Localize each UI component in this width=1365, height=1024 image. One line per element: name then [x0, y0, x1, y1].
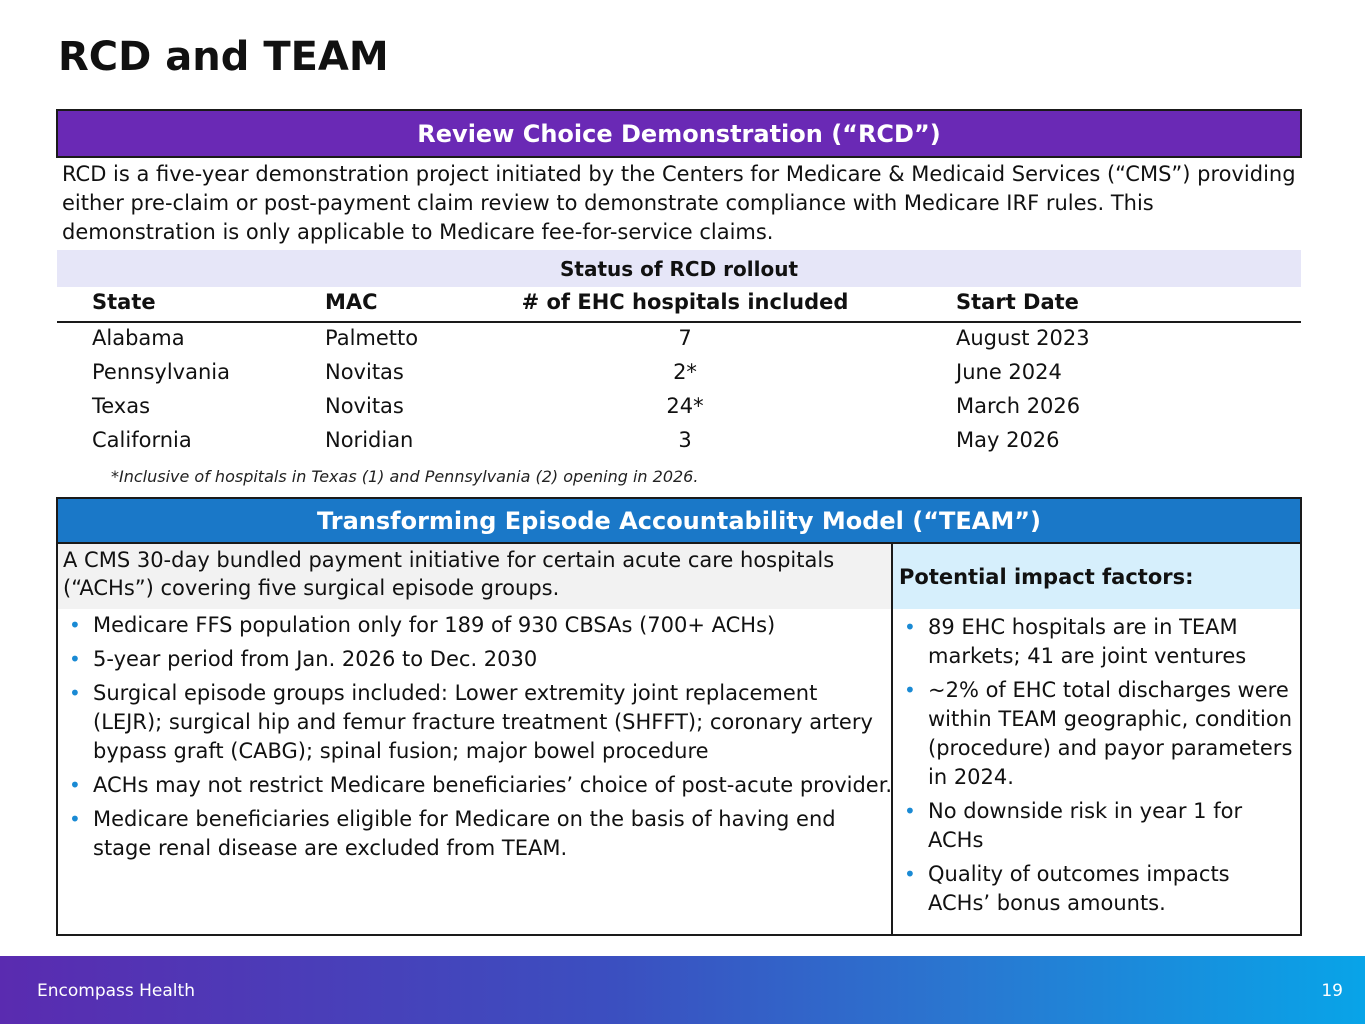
- list-item-text: Quality of outcomes impacts ACHs’ bonus amounts.: [928, 862, 1230, 915]
- list-item-text: No downside risk in year 1 for ACHs: [928, 799, 1243, 852]
- list-item: [63, 679, 893, 766]
- bullet-icon: •: [69, 807, 81, 831]
- rcd-section-header: Review Choice Demonstration (“RCD”): [56, 109, 1302, 158]
- footer-bar: [0, 956, 1365, 1024]
- bullet-icon: •: [904, 678, 916, 702]
- column-header-hospitals: # of EHC hospitals included: [521, 290, 849, 314]
- cell-hospitals: 24*: [666, 394, 704, 418]
- cell-mac: Novitas: [325, 394, 404, 418]
- list-item-text: Medicare beneficiaries eligible for Medicare on the basis of having end stage renal disease are excluded from TEAM.: [93, 807, 836, 860]
- cell-state: California: [92, 428, 192, 452]
- cell-mac: Novitas: [325, 360, 404, 384]
- team-intro: A CMS 30-day bundled payment initiative for certain acute care hospitals (“ACHs”) covering five surgical episode groups.: [58, 544, 892, 609]
- table-row: [57, 357, 1301, 391]
- team-details-list: [63, 611, 893, 868]
- list-item: [63, 645, 893, 674]
- list-item-text: Surgical episode groups included: Lower extremity joint replacement (LEJR); surgical hip and femur fracture treatment (SHFFT); coronary artery bypass graft (CABG); spinal fusion; major bowel procedure: [93, 681, 873, 763]
- cell-state: Alabama: [92, 326, 185, 350]
- column-header-mac: MAC: [325, 290, 378, 314]
- rcd-rollout-table: [57, 287, 1301, 459]
- cell-start-date: March 2026: [956, 394, 1081, 418]
- rcd-status-title: Status of RCD rollout: [57, 250, 1301, 287]
- bullet-icon: •: [904, 862, 916, 886]
- list-item: [898, 860, 1298, 918]
- list-item-text: ACHs may not restrict Medicare beneficiaries’ choice of post-acute provider.: [93, 773, 893, 797]
- impact-factors-list: [898, 613, 1298, 923]
- cell-start-date: May 2026: [956, 428, 1060, 452]
- table-row: [57, 425, 1301, 459]
- list-item-text: 89 EHC hospitals are in TEAM markets; 41 are joint ventures: [928, 615, 1247, 668]
- bullet-icon: •: [904, 799, 916, 823]
- team-section: [56, 497, 1302, 936]
- bullet-icon: •: [69, 773, 81, 797]
- cell-hospitals: 3: [678, 428, 692, 452]
- page-number: 19: [1321, 981, 1343, 1001]
- team-section-header: Transforming Episode Accountability Model (“TEAM”): [58, 499, 1300, 544]
- impact-factors-title: Potential impact factors:: [892, 544, 1300, 609]
- list-item-text: 5-year period from Jan. 2026 to Dec. 2030: [93, 647, 538, 671]
- cell-start-date: June 2024: [956, 360, 1062, 384]
- column-header-state: State: [92, 290, 156, 314]
- list-item: [63, 771, 893, 800]
- cell-hospitals: 7: [678, 326, 692, 350]
- cell-state: Pennsylvania: [92, 360, 230, 384]
- rcd-footnote: *Inclusive of hospitals in Texas (1) and Pennsylvania (2) opening in 2026.: [111, 467, 699, 486]
- page-title: RCD and TEAM: [58, 34, 389, 80]
- bullet-icon: •: [904, 615, 916, 639]
- table-row: [57, 391, 1301, 425]
- cell-start-date: August 2023: [956, 326, 1090, 350]
- list-item-text: Medicare FFS population only for 189 of 930 CBSAs (700+ ACHs): [93, 613, 776, 637]
- rcd-description: RCD is a five-year demonstration project initiated by the Centers for Medicare & Medicaid Services (“CMS”) providing either pre-claim or post-payment claim review to demonstrate compliance with Medicare IRF rules. This demonstration is only applicable to Medicare fee-for-service claims.: [62, 162, 1296, 244]
- list-item-text: ~2% of EHC total discharges were within TEAM geographic, condition (procedure) and payor parameters in 2024.: [928, 678, 1293, 789]
- list-item: [898, 676, 1298, 792]
- list-item: [63, 805, 893, 863]
- list-item: [63, 611, 893, 640]
- table-row: [57, 323, 1301, 357]
- table-header-row: [57, 287, 1301, 323]
- list-item: [898, 613, 1298, 671]
- bullet-icon: •: [69, 613, 81, 637]
- footer-brand: Encompass Health: [37, 981, 195, 1001]
- bullet-icon: •: [69, 681, 81, 705]
- bullet-icon: •: [69, 647, 81, 671]
- cell-mac: Palmetto: [325, 326, 419, 350]
- cell-mac: Noridian: [325, 428, 414, 452]
- list-item: [898, 797, 1298, 855]
- cell-hospitals: 2*: [673, 360, 697, 384]
- column-header-start-date: Start Date: [956, 290, 1079, 314]
- cell-state: Texas: [92, 394, 151, 418]
